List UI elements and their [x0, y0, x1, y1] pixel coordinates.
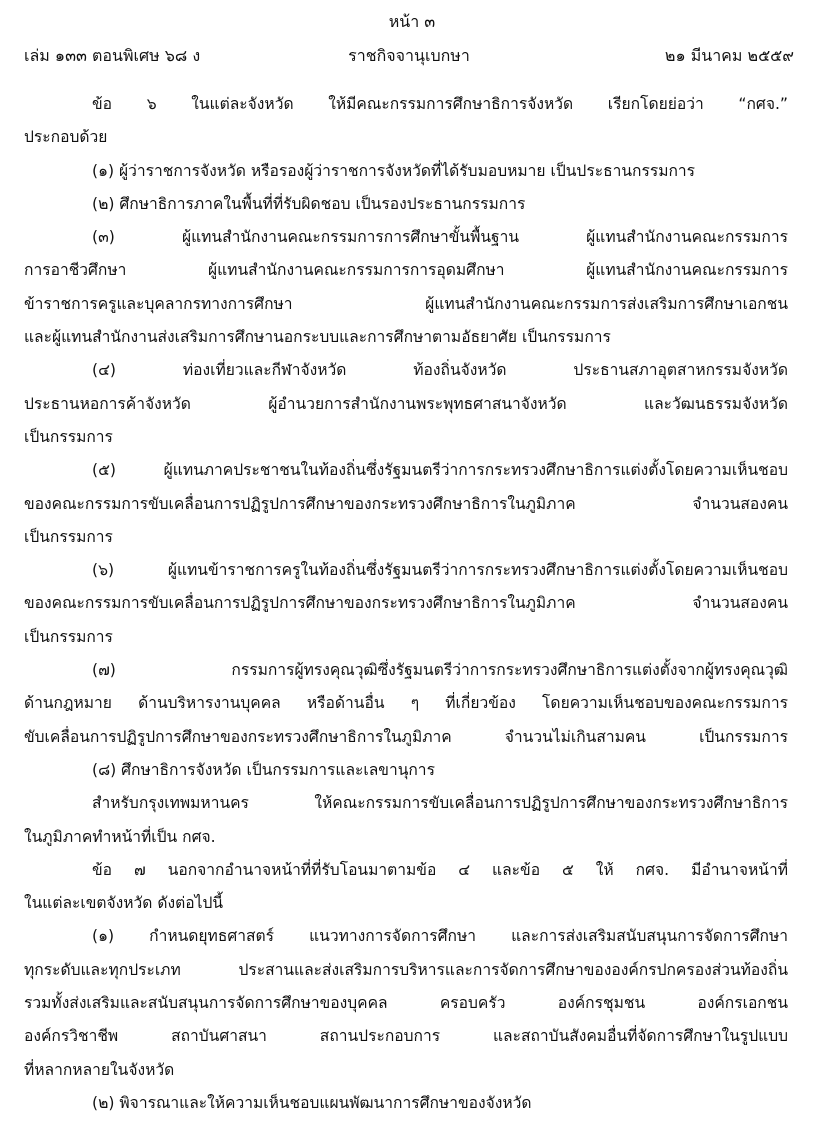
text-line: การอาชีวศึกษา ผู้แทนสำนักงานคณะกรรมการการอุดมศึกษา ผู้แทนสำนักงานคณะกรรมการ — [24, 261, 788, 280]
text-line: และผู้แทนสำนักงานส่งเสริมการศึกษานอกระบบและการศึกษาตามอัธยาศัย เป็นกรรมการ — [24, 328, 611, 347]
text-line: ของคณะกรรมการขับเคลื่อนการปฏิรูปการศึกษาของกระทรวงศึกษาธิการในภูมิภาค จำนวนสองคน — [24, 594, 788, 613]
issue-date: ๒๑ มีนาคม ๒๕๕๙ — [664, 46, 794, 65]
text-line: (๔) ท่องเที่ยวและกีฬาจังหวัด ท้องถิ่นจังหวัด ประธานสภาอุตสาหกรรมจังหวัด — [92, 361, 788, 380]
text-line: ข้าราชการครูและบุคลากรทางการศึกษา ผู้แทนสำนักงานคณะกรรมการส่งเสริมการศึกษาเอกชน — [24, 294, 788, 313]
text-line: (๗) กรรมการผู้ทรงคุณวุฒิซึ่งรัฐมนตรีว่าการกระทรวงศึกษาธิการแต่งตั้งจากผู้ทรงคุณวุฒิ — [92, 661, 788, 680]
text-line: (๑) กำหนดยุทธศาสตร์ แนวทางการจัดการศึกษา และการส่งเสริมสนับสนุนการจัดการศึกษา — [92, 927, 788, 946]
text-line: สำหรับกรุงเทพมหานคร ให้คณะกรรมการขับเคลื่อนการปฏิรูปการศึกษาของกระทรวงศึกษาธิการ — [92, 794, 788, 813]
gazette-header — [24, 44, 794, 68]
text-line: (๓) ผู้แทนสำนักงานคณะกรรมการการศึกษาขั้นพื้นฐาน ผู้แทนสำนักงานคณะกรรมการ — [92, 228, 788, 247]
volume-info: เล่ม ๑๓๓ ตอนพิเศษ ๖๘ ง — [24, 46, 201, 65]
text-line: เป็นกรรมการ — [24, 527, 113, 546]
text-line: รวมทั้งส่งเสริมและสนับสนุนการจัดการศึกษาของบุคคล ครอบครัว องค์กรชุมชน องค์กรเอกชน — [24, 994, 788, 1013]
text-line: ของคณะกรรมการขับเคลื่อนการปฏิรูปการศึกษาของกระทรวงศึกษาธิการในภูมิภาค จำนวนสองคน — [24, 494, 788, 513]
text-line: ทุกระดับและทุกประเภท ประสานและส่งเสริมการบริหารและการจัดการศึกษาขององค์กรปกครองส่วนท้องถิ่น — [24, 960, 788, 979]
text-line: ข้อ ๗ นอกจากอำนาจหน้าที่ที่รับโอนมาตามข้อ ๔ และข้อ ๕ ให้ กศจ. มีอำนาจหน้าที่ — [92, 860, 788, 879]
text-line: ในแต่ละเขตจังหวัด ดังต่อไปนี้ — [24, 894, 224, 913]
text-line: (๕) ผู้แทนภาคประชาชนในท้องถิ่นซึ่งรัฐมนตรีว่าการกระทรวงศึกษาธิการแต่งตั้งโดยความเห็นชอบ — [92, 461, 788, 480]
text-line: ด้านกฎหมาย ด้านบริหารงานบุคคล หรือด้านอื่น ๆ ที่เกี่ยวข้อง โดยความเห็นชอบของคณะกรรมการ — [24, 694, 788, 713]
gazette-title: ราชกิจจานุเบกษา — [348, 46, 470, 65]
text-line: ข้อ ๖ ในแต่ละจังหวัด ให้มีคณะกรรมการศึกษาธิการจังหวัด เรียกโดยย่อว่า “กศจ.” — [92, 95, 788, 113]
text-line: องค์กรวิชาชีพ สถาบันศาสนา สถานประกอบการ และสถาบันสังคมอื่นที่จัดการศึกษาในรูปแบบ — [24, 1027, 788, 1046]
page-number: หน้า ๓ — [388, 12, 436, 31]
text-line: ในภูมิภาคทำหน้าที่เป็น กศจ. — [24, 827, 216, 846]
document-body — [24, 88, 788, 1120]
text-line: (๖) ผู้แทนข้าราชการครูในท้องถิ่นซึ่งรัฐมนตรีว่าการกระทรวงศึกษาธิการแต่งตั้งโดยความเห็นชอบ — [92, 561, 788, 580]
text-line: (๒) พิจารณาและให้ความเห็นชอบแผนพัฒนาการศึกษาของจังหวัด — [92, 1093, 532, 1112]
text-line: (๘) ศึกษาธิการจังหวัด เป็นกรรมการและเลขานุการ — [92, 760, 435, 779]
text-line: ประธานหอการค้าจังหวัด ผู้อำนวยการสำนักงานพระพุทธศาสนาจังหวัด และวัฒนธรรมจังหวัด — [24, 394, 788, 413]
text-line: ที่หลากหลายในจังหวัด — [24, 1060, 175, 1079]
text-line: เป็นกรรมการ — [24, 627, 113, 646]
text-line: ขับเคลื่อนการปฏิรูปการศึกษาของกระทรวงศึกษาธิการในภูมิภาค จำนวนไม่เกินสามคน เป็นกรรมการ — [24, 727, 788, 746]
text-line: ประกอบด้วย — [24, 128, 108, 147]
text-line: เป็นกรรมการ — [24, 427, 113, 446]
text-line: (๒) ศึกษาธิการภาคในพื้นที่ที่รับผิดชอบ เป็นรองประธานกรรมการ — [92, 194, 526, 213]
text-line: (๑) ผู้ว่าราชการจังหวัด หรือรองผู้ว่าราชการจังหวัดที่ได้รับมอบหมาย เป็นประธานกรรมการ — [92, 161, 696, 180]
